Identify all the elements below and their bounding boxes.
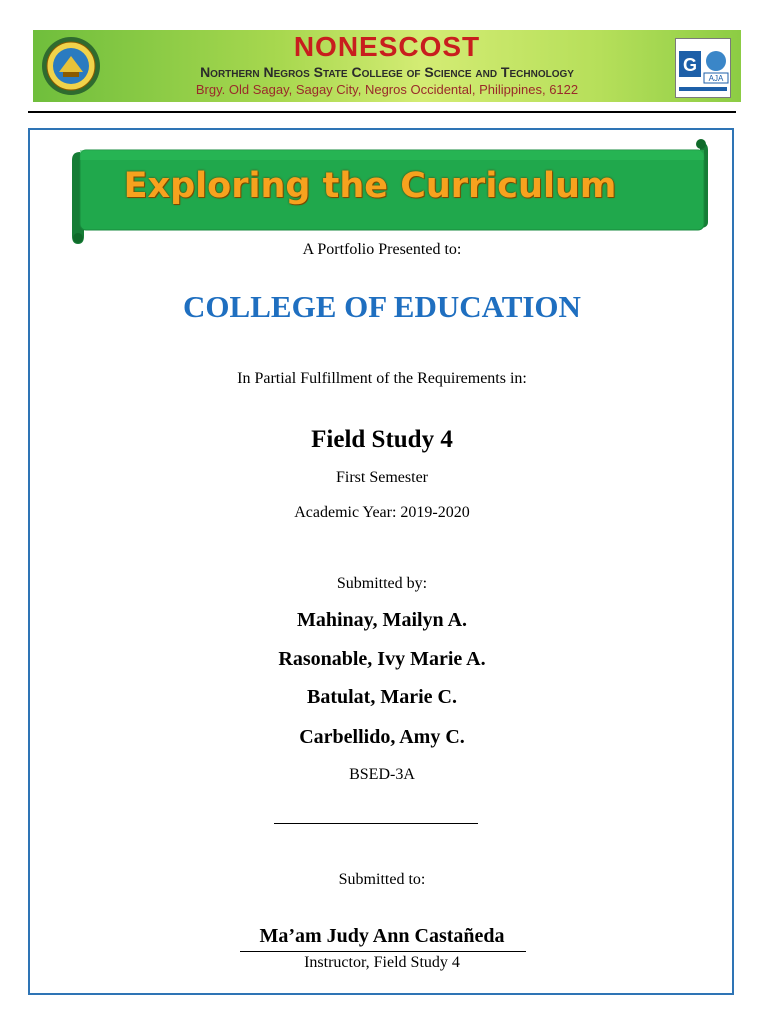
student-name: Mahinay, Mailyn A.: [296, 609, 468, 631]
college-of-education: COLLEGE OF EDUCATION: [183, 289, 581, 324]
college-name: Northern Negros State College of Science and Technology: [200, 64, 574, 80]
instructor-name: Ma’am Judy Ann Castañeda: [259, 925, 505, 947]
college-address: Brgy. Old Sagay, Sagay City, Negros Occidental, Philippines, 6122: [195, 82, 579, 97]
submitted-to-label: Submitted to:: [338, 871, 426, 888]
college-acronym: NONESCOST: [293, 31, 481, 62]
course-title: Field Study 4: [311, 426, 453, 453]
presented-to: A Portfolio Presented to:: [302, 241, 462, 258]
academic-year: Academic Year: 2019-2020: [294, 504, 470, 521]
student-name: Batulat, Marie C.: [307, 686, 457, 708]
fulfillment-text: In Partial Fulfillment of the Requirements in:: [237, 370, 527, 387]
certification-label: AJA: [708, 74, 724, 83]
portfolio-title: Exploring the Curriculum: [123, 166, 617, 206]
student-name: Rasonable, Ivy Marie A.: [278, 648, 486, 670]
header-banner: [33, 30, 741, 102]
svg-text:G: G: [682, 55, 698, 75]
signature-line: [274, 823, 478, 824]
certification-logo: [675, 38, 731, 98]
student-name: Carbellido, Amy C.: [299, 726, 465, 748]
submitted-by-label: Submitted by:: [336, 575, 428, 592]
section-label: BSED-3A: [349, 766, 415, 783]
header-rule: [28, 111, 736, 113]
instructor-title: Instructor, Field Study 4: [304, 954, 460, 971]
semester: First Semester: [336, 469, 428, 486]
certification-icon: [676, 39, 730, 97]
